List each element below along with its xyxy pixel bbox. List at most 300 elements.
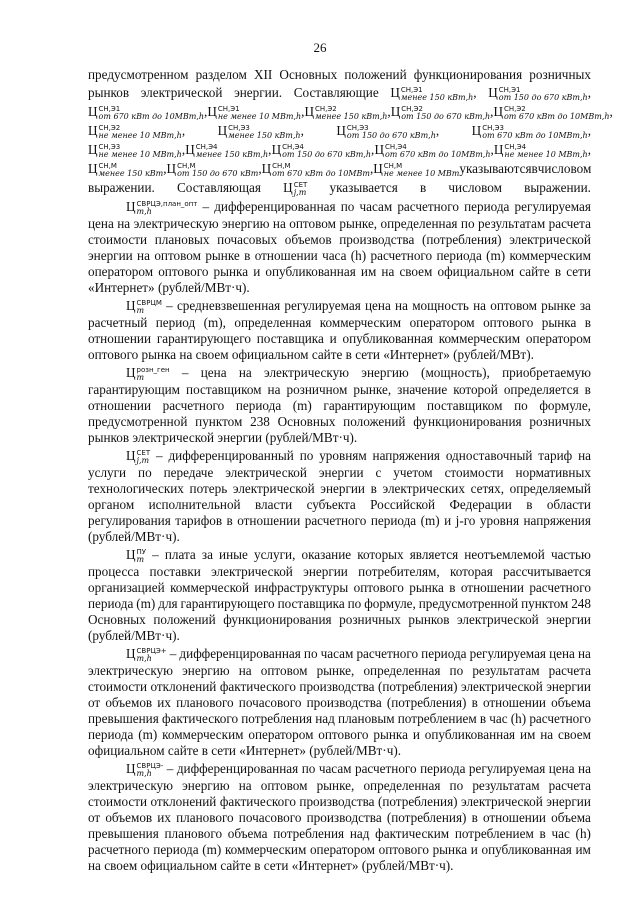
text-line [88, 596, 591, 612]
word: производства [306, 695, 382, 710]
word: напряжения [372, 448, 440, 463]
formula-symbol: Ц розн_ген m [126, 365, 170, 382]
formula-term [126, 296, 162, 315]
word: электрической [461, 794, 543, 809]
word: на [578, 448, 591, 463]
word: энергии [320, 481, 365, 496]
word: своем [195, 347, 229, 362]
text-line [88, 711, 591, 727]
word: положений [343, 414, 406, 429]
word: результатам [472, 663, 540, 678]
word: официальном [231, 347, 309, 362]
word: инфраструктуры [254, 580, 349, 595]
word: определяется [503, 382, 579, 397]
word: им [519, 727, 536, 742]
word: указывается [329, 180, 398, 195]
text-line [88, 644, 591, 663]
word: «Интернет» [291, 858, 359, 873]
word: на [395, 298, 408, 313]
word: в [244, 248, 251, 263]
word: по [460, 216, 475, 231]
text-line [88, 140, 591, 159]
word: расчета [548, 778, 591, 793]
word: передаче [163, 465, 214, 480]
word: над [315, 711, 335, 726]
word: (рублей/МВт·ч). [88, 529, 180, 544]
word: на [381, 264, 395, 279]
word: оптового [158, 264, 209, 279]
word: производства [339, 232, 415, 247]
word: энергию [182, 663, 230, 678]
text-line [88, 430, 591, 446]
word: розничных [529, 414, 591, 429]
word: сети [355, 347, 380, 362]
word: пунктом [195, 414, 243, 429]
word: стоимости [444, 465, 504, 480]
formula-symbol: Ц СН,Э4 от 150 до 670 кВт,h [271, 142, 372, 159]
word: коммерческим [319, 315, 402, 330]
word: энергию [182, 778, 230, 793]
word: потребителям, [358, 564, 440, 579]
word: оптовом [154, 248, 201, 263]
word: Основных [88, 612, 146, 627]
formula-term [126, 545, 146, 564]
word: (m) [138, 727, 158, 742]
word: 248 [571, 596, 591, 611]
formula-term [126, 363, 170, 382]
word: периода [420, 761, 466, 776]
word: официальном [88, 743, 165, 758]
word: почасовых [217, 232, 278, 247]
formula-term: Ц СН,Э1 менее 150 кВт,h , [390, 85, 477, 102]
text-line [88, 465, 591, 481]
word: (рублей/МВт·ч). [88, 628, 180, 643]
formula-symbol: Ц СН,Э2 не менее 10 МВт,h [88, 123, 182, 140]
formula-term: Ц СН,Э3 менее 150 кВт,h , [217, 123, 304, 140]
text-line [88, 159, 591, 178]
word: рынка [141, 347, 177, 362]
word: указываются [459, 161, 532, 176]
word: производства [306, 810, 382, 825]
word: (h) [350, 248, 367, 263]
formula-term [126, 759, 163, 778]
word: напряжения [523, 513, 591, 528]
word: по [449, 663, 464, 678]
text-line [88, 529, 591, 545]
word: энергии [546, 794, 591, 809]
word: рынке, [353, 382, 392, 397]
word: электрической [509, 232, 591, 247]
word: отклонений [150, 794, 217, 809]
formula-symbol: Ц СН,Э3 менее 150 кВт,h [217, 123, 301, 140]
text-line [88, 296, 591, 315]
word: отношении [460, 580, 524, 595]
text-line [88, 315, 591, 331]
word: уровня [479, 513, 520, 528]
word: цена [88, 216, 114, 231]
word: час [489, 711, 508, 726]
text-line [88, 446, 591, 465]
formula-term: Ц СН,Э3 от 670 кВт до 10МВт,h , [471, 123, 591, 140]
text-line [88, 248, 591, 264]
word: периода [88, 596, 134, 611]
word: на [137, 248, 150, 263]
word: определенная [234, 315, 312, 330]
word: на [238, 365, 252, 380]
word: значение [397, 382, 448, 397]
word: период [155, 315, 196, 330]
word: в [449, 580, 456, 595]
word: регулирования [88, 513, 171, 528]
word: объема [227, 826, 268, 841]
word: оператором [248, 727, 314, 742]
formula-symbol: Ц СВРЦЭ,план_опт m,h [126, 199, 198, 216]
word: стоимости [88, 679, 148, 694]
word: нормативных [515, 465, 591, 480]
word: функционирования [413, 414, 522, 429]
word: энергии [303, 564, 348, 579]
word: отношении [88, 331, 152, 346]
text-line [88, 331, 591, 347]
word: и [329, 331, 337, 346]
formula-symbol: Ц СН,Э3 от 670 кВт до 10МВт,h [471, 123, 588, 140]
word: планового [176, 695, 234, 710]
word: планового [176, 810, 234, 825]
text-line [88, 497, 591, 513]
word: почасового [238, 695, 302, 710]
word: j-го [455, 513, 476, 528]
word: их [157, 810, 171, 825]
text-line [88, 232, 591, 248]
word: по [449, 778, 464, 793]
word: (m), [203, 315, 226, 330]
text-line [88, 695, 591, 711]
word: рынке, [339, 216, 378, 231]
word: в [526, 497, 533, 512]
word: часам [320, 646, 354, 661]
word: оператором [409, 315, 475, 330]
word: XII [253, 67, 273, 82]
word: фактическим [375, 826, 450, 841]
word: за [201, 547, 213, 562]
word: розничных [529, 67, 591, 82]
word: в [345, 347, 352, 362]
word: превышения [88, 711, 159, 726]
word: расчетного [397, 199, 459, 214]
text-line [88, 810, 591, 826]
word: органом [88, 497, 135, 512]
text-line [88, 628, 591, 644]
word: услуги [88, 465, 127, 480]
word: электрических [382, 481, 465, 496]
word: на [540, 727, 554, 742]
word: числовом [448, 180, 502, 195]
word: фактического [161, 711, 239, 726]
word: предусмотренной [418, 596, 519, 611]
word: по [514, 398, 528, 413]
word: на [473, 298, 487, 313]
word: организацией [88, 580, 165, 595]
formula-symbol: Ц СН,Э2 от 150 до 670 кВт,h [390, 104, 491, 121]
word: своем [399, 264, 433, 279]
formula-term: Ц СН,Э1 от 150 до 670 кВт,h , [488, 85, 591, 102]
word: отношении [237, 513, 301, 528]
word: и [444, 513, 452, 528]
word: – [166, 761, 174, 776]
word: розничных [339, 612, 401, 627]
word: Составляющие [293, 85, 379, 100]
word: фактического [219, 794, 296, 809]
word: рынка [373, 727, 408, 742]
word: по [138, 465, 152, 480]
word: электрической [232, 481, 315, 496]
text-line [88, 481, 591, 497]
text-line [88, 759, 591, 778]
word: по [301, 761, 316, 776]
word: – [155, 448, 163, 463]
word: (рублей/МВт·ч). [157, 280, 250, 295]
word: энергии [217, 430, 263, 445]
word: гарантирующим [323, 398, 416, 413]
text-line [88, 264, 591, 280]
word: которая [449, 564, 493, 579]
formula-symbol: Ц СН,Э3 не менее 10 МВт,h [88, 142, 182, 159]
word: рынке, [316, 663, 355, 678]
word: оптового [353, 580, 404, 595]
text-line [88, 612, 591, 628]
word: опубликованная [342, 331, 433, 346]
word: энергии [88, 248, 133, 263]
formula-symbol: Ц СВРЦЭ- m,h [126, 761, 164, 778]
word: Основных [277, 414, 336, 429]
formula-symbol: Ц СН,М менее 150 кВт [88, 161, 164, 178]
word: (рублей/МВт·ч). [309, 743, 402, 758]
word: на [238, 663, 252, 678]
word: расчетного [529, 580, 591, 595]
word: им [360, 264, 377, 279]
word: в [419, 180, 427, 195]
word: исполнительной [148, 497, 241, 512]
word: опубликованная [424, 727, 516, 742]
word: расчетного [354, 761, 417, 776]
text-line [88, 679, 591, 695]
formula-symbol: Ц СН,Э1 от 670 кВт до 10МВт,h [88, 104, 205, 121]
word: положений [344, 67, 407, 82]
word: технологических [88, 481, 184, 496]
word: поставщика [277, 596, 345, 611]
word: выражении. [524, 180, 591, 195]
word: сети [566, 264, 591, 279]
formula-symbol: Ц СН,М от 150 до 670 кВт [166, 161, 259, 178]
word: тариф [538, 448, 573, 463]
text-line [88, 794, 591, 810]
word: потребления [273, 826, 345, 841]
word: энергии [318, 465, 364, 480]
formula-term: Ц СН,Э2 от 150 до 670 кВт,h , [390, 104, 494, 121]
word: пунктом [521, 596, 569, 611]
word: оказание [301, 547, 352, 562]
word: которой [453, 382, 498, 397]
word: в [584, 382, 591, 397]
word: своем [104, 858, 138, 873]
word: (потребления) [377, 679, 458, 694]
word: сайте [167, 743, 199, 758]
word: опубликованная [265, 264, 356, 279]
word: рынка [432, 842, 468, 857]
word: средневзвешенная [176, 298, 281, 313]
word: частью [550, 547, 591, 562]
word: в [479, 711, 487, 726]
word: производства [299, 679, 375, 694]
word: неотъемлемой [464, 547, 545, 562]
formula-symbol: Ц СН,Э1 менее 150 кВт,h [390, 85, 474, 102]
formula-term [126, 644, 167, 663]
word: которых [357, 547, 404, 562]
word: расчетный [88, 315, 148, 330]
word: потерь [189, 481, 228, 496]
word: периода [421, 646, 467, 661]
formula-symbol: Ц СН,Э1 от 150 до 670 кВт,h [488, 85, 588, 102]
word: формуле, [539, 398, 591, 413]
word: расчетного [304, 513, 367, 528]
formula-term: Ц СН,Э4 менее 150 кВт,h , [185, 142, 272, 159]
word: им [575, 842, 591, 857]
word: Российской [370, 497, 436, 512]
word: электрической [457, 612, 539, 627]
word: с [375, 465, 382, 480]
word: стоимости [88, 794, 148, 809]
word: и [253, 264, 261, 279]
word: расчетного [370, 248, 433, 263]
word: сайте [311, 347, 343, 362]
word: является [409, 547, 459, 562]
word: отношении [88, 398, 152, 413]
word: (h) [510, 711, 527, 726]
formula-symbol: Ц СВРЦМ m [126, 298, 162, 315]
word: цена [200, 365, 227, 380]
text-line [88, 545, 591, 564]
word: в [531, 161, 538, 176]
formula-symbol: Ц СН,Э2 менее 150 кВт,h [304, 104, 388, 121]
word: отношении [482, 695, 546, 710]
word: за [579, 298, 591, 313]
word: отклонений [150, 679, 217, 694]
word: числовом [537, 161, 592, 176]
word: своем [558, 727, 591, 742]
word: области [546, 497, 591, 512]
word: на [267, 382, 281, 397]
text-line [88, 663, 591, 679]
word: оптового [483, 315, 534, 330]
word: объемов [105, 695, 153, 710]
word: – [181, 365, 189, 380]
word: объемов [284, 232, 332, 247]
text-line [88, 382, 591, 398]
word: рынке, [316, 778, 355, 793]
formula-term: Ц СН,Э2 менее 150 кВт,h , [304, 104, 391, 121]
text-line [88, 513, 591, 529]
word: электрическую [264, 365, 350, 380]
word: расчетного [88, 842, 150, 857]
word: дифференцированная [179, 646, 301, 661]
word: расчета [548, 216, 591, 231]
word: почасового [238, 810, 302, 825]
word: по [303, 646, 318, 661]
word: дифференцированный [168, 448, 294, 463]
word: тарифов [175, 513, 223, 528]
word: в [201, 743, 208, 758]
word: регулируемая [469, 646, 546, 661]
text-line [88, 826, 591, 842]
word: приобретаемую [502, 365, 591, 380]
word: иные [219, 547, 248, 562]
word: для [158, 596, 178, 611]
word: опубликованная [481, 842, 572, 857]
word: сайте [519, 264, 550, 279]
word: результатам [472, 778, 540, 793]
text-line [88, 363, 591, 382]
word: результатам [478, 216, 546, 231]
formula-term: Ц СН,Э3 не менее 10 МВт,h , [88, 142, 186, 159]
word: оптовом [260, 778, 308, 793]
word: электрическую [88, 778, 173, 793]
word: (потребления) [377, 794, 458, 809]
page-body [88, 67, 613, 874]
word: по [340, 199, 355, 214]
word: рынке [205, 248, 240, 263]
word: часа [322, 248, 347, 263]
word: услуги, [253, 547, 296, 562]
word: в [554, 264, 562, 279]
word: периода [153, 842, 199, 857]
text-line [88, 743, 591, 759]
word: (мощность), [421, 365, 490, 380]
word: объема [551, 695, 591, 710]
word: энергии [546, 612, 591, 627]
formula-term: Ц СН,М от 670 кВт до 10МВт , [261, 161, 374, 178]
text-line [88, 564, 591, 580]
word: энергию [361, 365, 409, 380]
formula-symbol: Ц СН,М не менее 10 МВт [373, 161, 460, 178]
word: отношении [254, 248, 318, 263]
word: гарантирующего [156, 331, 251, 346]
word: гарантирующим [88, 382, 181, 397]
word: (m) [202, 842, 222, 857]
text-line [88, 580, 591, 596]
formula-symbol: Ц СН,Э3 от 150 до 670 кВт,h [336, 123, 436, 140]
word: регулируемая [468, 761, 546, 776]
word: определенная [363, 778, 441, 793]
text-line [88, 858, 591, 874]
word: предусмотренной [88, 414, 188, 429]
word: в [254, 858, 261, 873]
text-line [88, 216, 591, 232]
word: уровням [319, 448, 367, 463]
word: оператором [309, 842, 376, 857]
word: плановым [338, 711, 395, 726]
word: цена [548, 761, 575, 776]
word: рынке [541, 298, 576, 313]
word: рынка [213, 264, 249, 279]
text-line [88, 178, 591, 197]
word: объема [551, 810, 591, 825]
word: дифференцированная [214, 199, 336, 214]
word: расчета [548, 663, 591, 678]
word: рынков [88, 85, 130, 100]
word: дифференцированная [176, 761, 299, 776]
word: регулируемая [514, 199, 591, 214]
formula-symbol: Ц СН,Э4 от 670 кВт до 10МВт,h [374, 142, 491, 159]
